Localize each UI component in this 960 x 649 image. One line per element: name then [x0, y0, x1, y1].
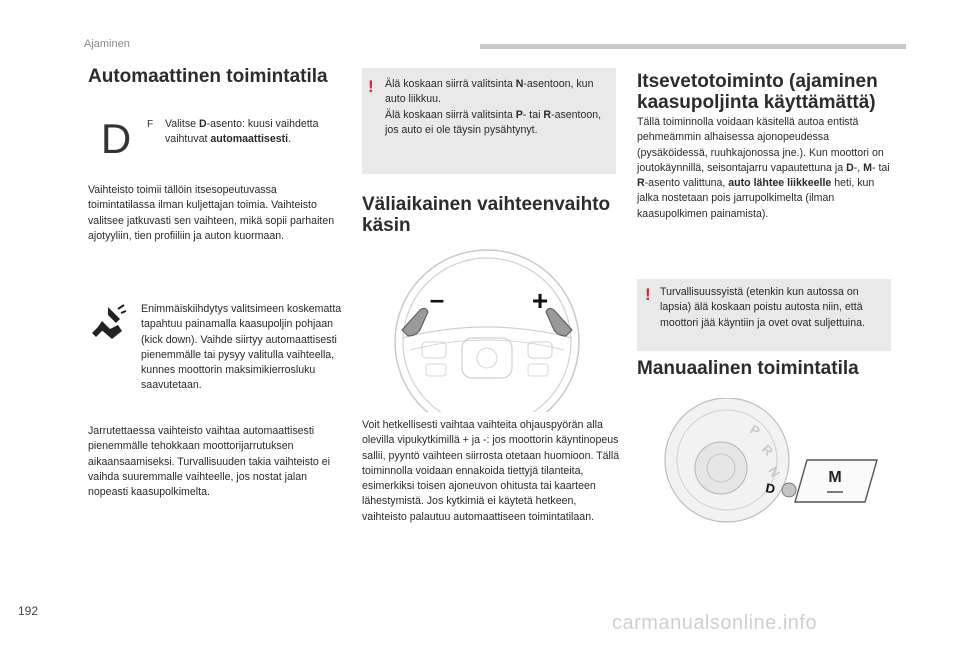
kickdown-pedal-icon — [88, 303, 128, 343]
section-header: Ajaminen — [84, 38, 130, 50]
warning-box-safety — [637, 279, 891, 351]
selector-label-p: P — [747, 421, 763, 439]
manual-mode-button-label: M — [828, 469, 842, 486]
manual-shift-description: Voit hetkellisesti vaihtaa vaihteita ohjauspyörän alla olevilla vipukytkimillä + ja -: jos moottorin käyntinopeus sallii, pyyntö vaihteen siirrosta otetaan huomioon. Tällä toiminnolla voidaan ennakoida tiettyjä tilanteita, esimerkiksi toisen ajoneuvon ohitusta tai kaarteen lähestymistä. Jos kytkimiä ei käytetä hetkeen, vaihteisto palautuu automaattiseen toimintatilaan. — [362, 419, 620, 523]
heading-automatic-mode: Automaattinen toimintatila — [88, 66, 328, 87]
select-d-instruction: F Valitse D-asento: kuusi vaihdetta vaihtuvat automaattisesti. — [147, 117, 327, 148]
warning-box-selector — [362, 68, 616, 174]
selector-label-n: N — [765, 464, 784, 480]
warning-icon: ! — [645, 285, 651, 304]
heading-manual-mode: Manuaalinen toimintatila — [637, 358, 859, 379]
selector-label-d: D — [764, 480, 777, 497]
paddle-plus-label: + — [531, 285, 549, 316]
page-number: 192 — [18, 604, 39, 618]
heading-creep-function: Itsevetotoiminto (ajaminen kaasupoljinta käyttämättä) — [637, 71, 878, 113]
warning-icon: ! — [368, 77, 374, 96]
d-position-symbol: D — [100, 115, 132, 162]
engine-braking-description: Jarrutettaessa vaihteisto vaihtaa automaattisesti pienemmälle tehokkaan moottorijarrutuksen aikaansaamiseksi. Turvallisuuden takia vaihteisto ei vaihda suuremmalle vaihteelle, jos nostat jalan nopeasti kaasupolkimelta. — [88, 425, 331, 499]
creep-function-description: Tällä toiminnolla voidaan käsitellä autoa entistä pehmeämmin alhaisessa ajonopeudessa (pysäköidessä, ruuhkajonossa jne.). Kun moottori on joutokäynnillä, seisontajarru vapautettuna ja D-, M- tai R-asento valittuna, auto lähtee liikkeelle heti, kun jalka nostetaan pois jarrupolkimelta (ilman kaasupolkimen painamista). — [637, 116, 890, 220]
heading-temporary-manual-shift: Väliaikainen vaihteenvaihto käsin — [362, 194, 611, 236]
paddle-minus-label: – — [429, 284, 445, 314]
warning-text: Turvallisuussyistä (etenkin kun autossa on lapsia) älä koskaan poistu autosta niin, että moottori jää käyntiin ja ovet ovat suljettuina. — [660, 286, 865, 329]
kickdown-description: Enimmäiskiihdytys valitsimeen koskematta tapahtuu painamalla kaasupoljin pohjaan (kick down). Vaihde siirtyy automaattisesti pienemmälle tai pysyy valitulla vaihteella, kunnes moottorin maksimikierrosluku saavutetaan. — [141, 303, 342, 392]
bullet-icon: F — [147, 119, 154, 130]
selector-label-r: R — [758, 441, 777, 459]
header-bar — [480, 44, 906, 49]
gear-selector-illustration — [637, 398, 891, 524]
steering-wheel-paddles-illustration — [362, 246, 616, 414]
warning-text: Älä koskaan siirrä valitsinta N-asentoon, kun auto liikkuu. Älä koskaan siirrä valitsinta P- tai R-asentoon, jos auto ei ole täysin pysähtynyt. — [385, 78, 602, 136]
auto-mode-description: Vaihteisto toimii tällöin itsesopeutuvassa toimintatilassa ilman kuljettajan toimia. Vaihteisto valitsee jatkuvasti sen vaihteen, mikä sopii parhaiten ajotyyliin, tien profiiliin ja auton kuormaan. — [88, 184, 335, 242]
watermark: carmanualsonline.info — [612, 612, 818, 634]
